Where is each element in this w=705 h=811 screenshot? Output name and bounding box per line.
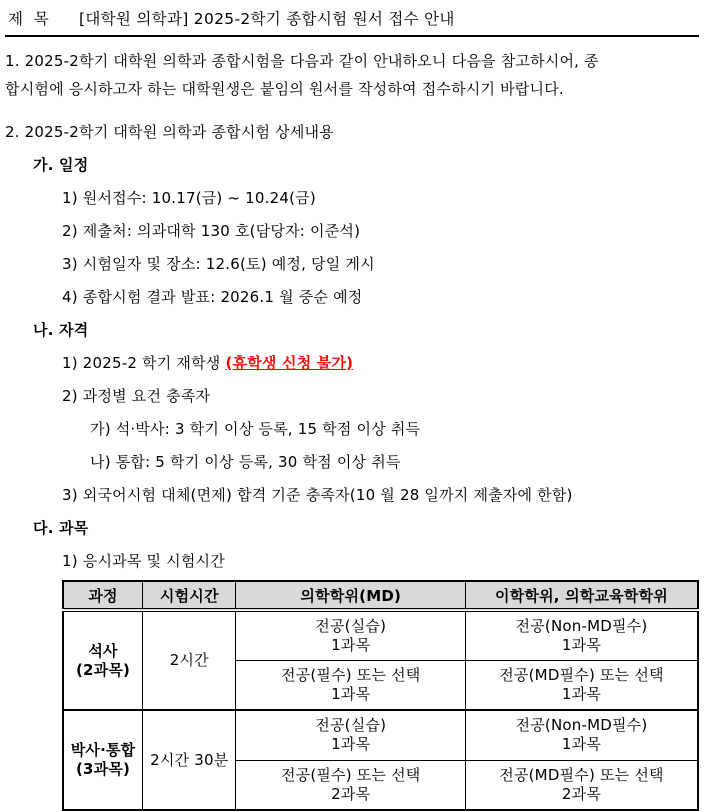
schedule-item-2: 2) 제출처: 의과대학 130 호(담당자: 이준석) [62, 222, 361, 240]
schedule-item-4: 4) 종합시험 결과 발표: 2026.1 월 중순 예정 [62, 288, 363, 306]
course-cell-masters: 석사 (2과목) [63, 610, 143, 710]
other-subject-cell: 전공(MD필수) 또는 선택 2과목 [465, 760, 698, 810]
eligibility-item-3: 3) 외국어시험 대체(면제) 합격 기준 충족자(10 월 28 일까지 제출자에 한함) [62, 486, 573, 504]
eligibility-item-2a: 가) 석·박사: 3 학기 이상 등록, 15 학점 이상 취득 [90, 420, 421, 438]
eligibility-item-2b: 나) 통합: 5 학기 이상 등록, 30 학점 이상 취득 [90, 453, 401, 471]
intro-paragraph [5, 47, 699, 103]
subject-title: [대학원 의학과] 2025-2학기 종합시험 원서 접수 안내 [79, 10, 455, 28]
course-cell-doctoral: 박사·통합 (3과목) [63, 710, 143, 810]
doctoral-group [63, 710, 698, 810]
eligibility-item-1-text: 1) 2025-2 학기 재학생 [62, 354, 226, 372]
md-subject-cell: 전공(필수) 또는 선택 2과목 [236, 760, 466, 810]
header-duration: 시험시간 [143, 581, 236, 610]
intro-line-1: 1. 2025-2학기 대학원 의학과 종합시험을 다음과 같이 안내하오니 다음을 참고하시어, 종 [5, 52, 599, 70]
md-subject-cell: 전공(실습) 1과목 [236, 610, 466, 660]
table-row [63, 610, 698, 660]
subjects-item-1: 1) 응시과목 및 시험시간 [62, 552, 225, 570]
other-subject-cell: 전공(Non-MD필수) 1과목 [465, 710, 698, 760]
duration-cell-masters: 2시간 [143, 610, 236, 710]
eligibility-item-1 [5, 347, 699, 380]
subject-row [5, 4, 699, 37]
section-c-heading: 다. 과목 [33, 519, 89, 537]
other-subject-cell: 전공(MD필수) 또는 선택 1과목 [465, 660, 698, 710]
no-leave-warning: (휴학생 신청 불가) [225, 354, 354, 372]
table-header-row [63, 581, 698, 610]
duration-cell-doctoral: 2시간 30분 [143, 710, 236, 810]
other-subject-cell: 전공(Non-MD필수) 1과목 [465, 610, 698, 660]
section-b-heading: 나. 자격 [33, 321, 89, 339]
md-subject-cell: 전공(실습) 1과목 [236, 710, 466, 760]
table-row [63, 710, 698, 760]
header-md-degree: 의학학위(MD) [236, 581, 466, 610]
header-course: 과정 [63, 581, 143, 610]
schedule-item-1: 1) 원서접수: 10.17(금) ~ 10.24(금) [62, 189, 316, 207]
header-other-degree: 이학학위, 의학교육학학위 [465, 581, 698, 610]
eligibility-item-2: 2) 과정별 요건 충족자 [62, 387, 211, 405]
section-a-heading: 가. 일정 [33, 156, 89, 174]
exam-subjects-table [62, 580, 699, 811]
subject-label: 제 목 [8, 10, 50, 28]
intro-line-2: 합시험에 응시하고자 하는 대학원생은 붙임의 원서를 작성하여 접수하시기 바랍니다. [5, 80, 564, 98]
masters-group [63, 610, 698, 710]
md-subject-cell: 전공(필수) 또는 선택 1과목 [236, 660, 466, 710]
schedule-item-3: 3) 시험일자 및 장소: 12.6(토) 예정, 당일 게시 [62, 255, 375, 273]
section-2-heading: 2. 2025-2학기 대학원 의학과 종합시험 상세내용 [5, 123, 334, 141]
